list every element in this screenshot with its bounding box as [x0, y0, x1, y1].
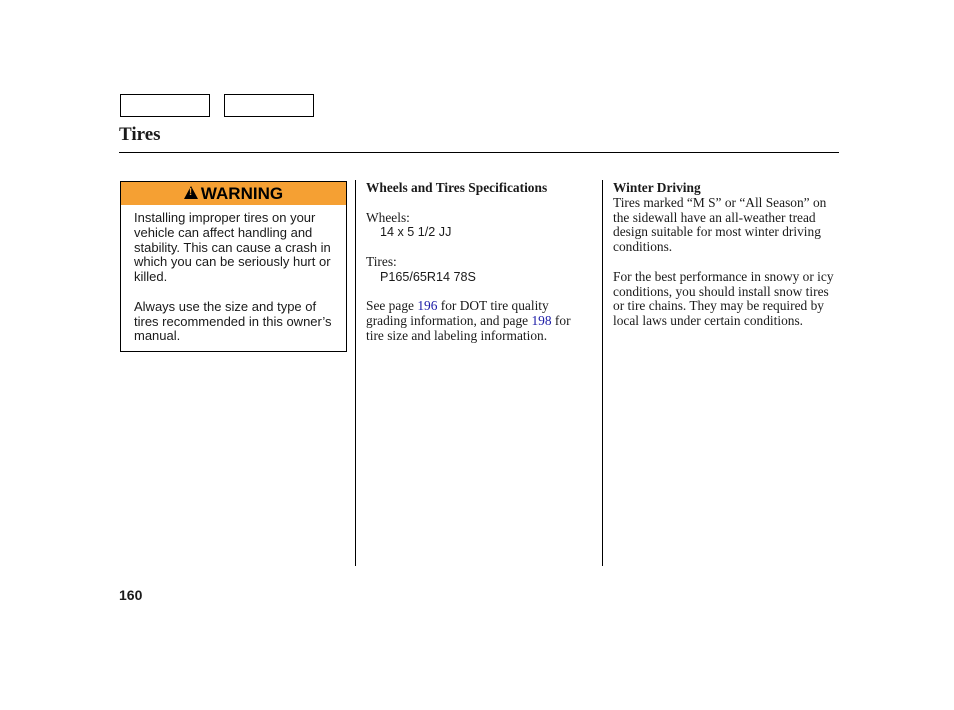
wheels-label: Wheels:	[366, 209, 410, 225]
see-text-part: See page	[366, 298, 418, 314]
page-number: 160	[119, 587, 143, 603]
warning-box	[120, 181, 347, 352]
warning-header	[121, 182, 346, 205]
title-rule	[119, 152, 839, 153]
warning-body	[121, 205, 346, 344]
winter-column	[613, 180, 838, 344]
column-divider	[355, 180, 356, 566]
winter-paragraph: Tires marked “M S” or “All Season” on the sidewall have an all-weather tread design suitable for most winter driving conditions.	[613, 194, 827, 255]
nav-button-previous[interactable]	[120, 94, 210, 117]
warning-paragraph: Always use the size and type of tires recommended in this owner’s manual.	[134, 298, 332, 344]
see-text-part: for DOT tire quality grading information, and page	[366, 298, 549, 329]
winter-paragraph: For the best performance in snowy or icy conditions, you should install snow tires or tire chains. They may be required by local laws under certain conditions.	[613, 268, 834, 329]
specs-heading: Wheels and Tires Specifications	[366, 180, 548, 195]
warning-paragraph: Installing improper tires on your vehicle can affect handling and stability. This can cause a crash in which you can be seriously hurt or killed.	[134, 210, 331, 285]
specs-column	[366, 180, 591, 359]
warning-triangle-icon	[184, 186, 198, 199]
tires-label: Tires:	[366, 253, 397, 269]
page-title: Tires	[119, 124, 161, 145]
winter-heading: Winter Driving	[613, 180, 701, 195]
warning-label: WARNING	[200, 183, 284, 203]
page-link-196[interactable]: 196	[417, 298, 438, 314]
see-page-text	[366, 299, 591, 343]
page-link-198[interactable]: 198	[531, 313, 552, 329]
tires-value: P165/65R14 78S	[380, 269, 476, 284]
column-divider	[602, 180, 603, 566]
wheels-value: 14 x 5 1/2 JJ	[380, 225, 452, 240]
see-text-part: for tire size and labeling information.	[366, 313, 571, 343]
nav-button-next[interactable]	[224, 94, 314, 117]
